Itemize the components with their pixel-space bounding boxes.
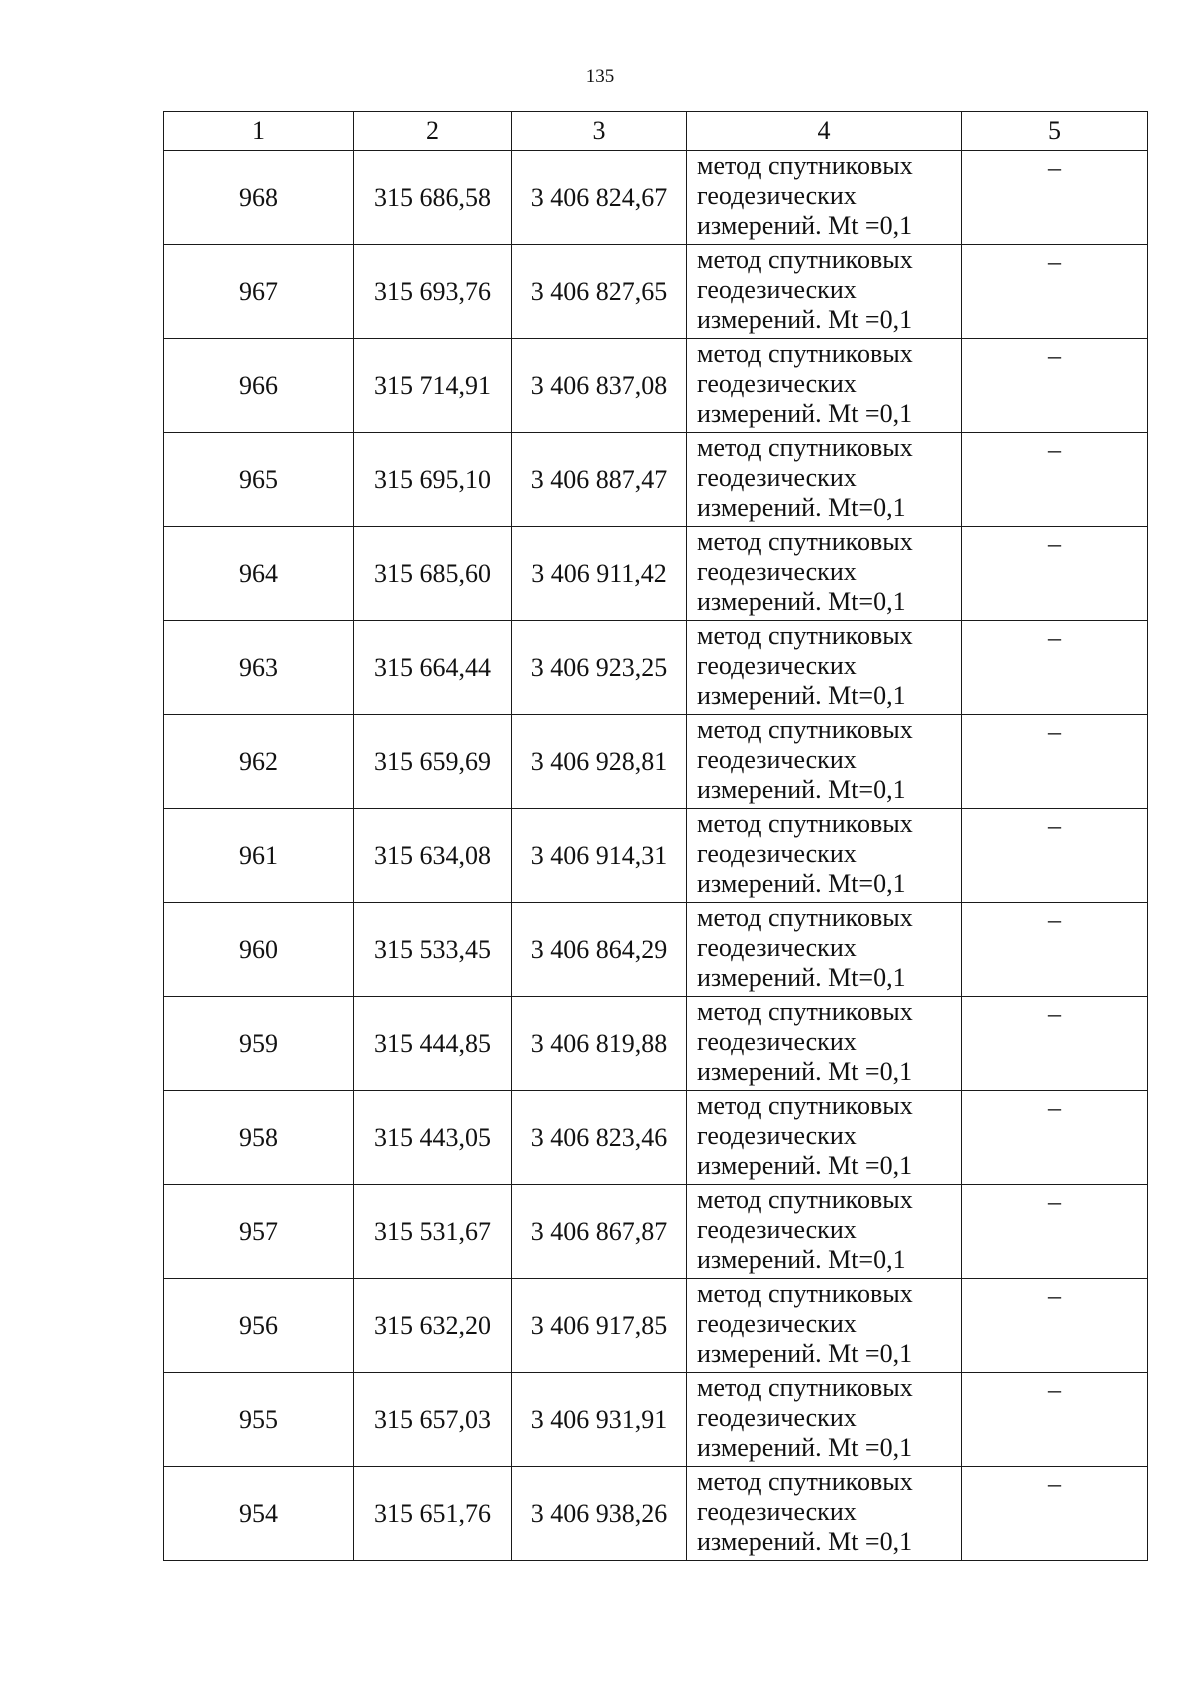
method-line-3: измерений. Mt=0,1 — [697, 1245, 906, 1274]
coordinate-y: 3 406 914,31 — [512, 809, 687, 903]
method-line-2: геодезических — [697, 1121, 857, 1150]
method-line-2: геодезических — [697, 557, 857, 586]
coordinate-y: 3 406 824,67 — [512, 151, 687, 245]
table-row — [164, 809, 1148, 903]
coordinate-x: 315 657,03 — [354, 1373, 512, 1467]
coordinate-x: 315 659,69 — [354, 715, 512, 809]
method-line-1: метод спутниковых — [697, 997, 913, 1026]
method-line-1: метод спутниковых — [697, 527, 913, 556]
coordinate-x: 315 533,45 — [354, 903, 512, 997]
header-col-2: 2 — [354, 112, 512, 151]
method-description — [687, 527, 962, 621]
coordinate-y: 3 406 823,46 — [512, 1091, 687, 1185]
coordinate-x: 315 685,60 — [354, 527, 512, 621]
method-line-3: измерений. Mt=0,1 — [697, 963, 906, 992]
table-row — [164, 997, 1148, 1091]
note-cell: – — [962, 339, 1148, 433]
note-cell: – — [962, 621, 1148, 715]
note-cell: – — [962, 1185, 1148, 1279]
note-cell: – — [962, 1373, 1148, 1467]
method-line-3: измерений. Mt =0,1 — [697, 211, 913, 240]
method-description — [687, 1467, 962, 1561]
method-line-2: геодезических — [697, 839, 857, 868]
method-line-3: измерений. Mt=0,1 — [697, 681, 906, 710]
coordinate-y: 3 406 864,29 — [512, 903, 687, 997]
method-description — [687, 1091, 962, 1185]
method-line-3: измерений. Mt =0,1 — [697, 399, 913, 428]
coordinate-x: 315 651,76 — [354, 1467, 512, 1561]
method-line-2: геодезических — [697, 1215, 857, 1244]
method-description — [687, 903, 962, 997]
note-cell: – — [962, 1467, 1148, 1561]
method-line-1: метод спутниковых — [697, 245, 913, 274]
coordinate-y: 3 406 827,65 — [512, 245, 687, 339]
note-cell: – — [962, 715, 1148, 809]
point-number: 964 — [164, 527, 354, 621]
coordinate-y: 3 406 819,88 — [512, 997, 687, 1091]
method-line-2: геодезических — [697, 1403, 857, 1432]
method-line-1: метод спутниковых — [697, 433, 913, 462]
header-row — [164, 112, 1148, 151]
header-col-5: 5 — [962, 112, 1148, 151]
method-line-1: метод спутниковых — [697, 809, 913, 838]
method-line-2: геодезических — [697, 181, 857, 210]
table-row — [164, 527, 1148, 621]
method-line-2: геодезических — [697, 463, 857, 492]
method-line-3: измерений. Mt=0,1 — [697, 869, 906, 898]
method-line-3: измерений. Mt =0,1 — [697, 1339, 913, 1368]
coordinate-y: 3 406 837,08 — [512, 339, 687, 433]
coordinate-y: 3 406 911,42 — [512, 527, 687, 621]
method-line-1: метод спутниковых — [697, 1279, 913, 1308]
method-line-3: измерений. Mt=0,1 — [697, 493, 906, 522]
method-line-3: измерений. Mt=0,1 — [697, 775, 906, 804]
point-number: 957 — [164, 1185, 354, 1279]
point-number: 960 — [164, 903, 354, 997]
coordinate-x: 315 664,44 — [354, 621, 512, 715]
method-line-1: метод спутниковых — [697, 339, 913, 368]
method-description — [687, 715, 962, 809]
note-cell: – — [962, 903, 1148, 997]
note-cell: – — [962, 527, 1148, 621]
header-col-3: 3 — [512, 112, 687, 151]
coordinate-x: 315 714,91 — [354, 339, 512, 433]
method-line-2: геодезических — [697, 1027, 857, 1056]
coordinate-y: 3 406 938,26 — [512, 1467, 687, 1561]
method-line-2: геодезических — [697, 933, 857, 962]
table-row — [164, 621, 1148, 715]
method-description — [687, 245, 962, 339]
note-cell: – — [962, 1091, 1148, 1185]
point-number: 956 — [164, 1279, 354, 1373]
method-line-3: измерений. Mt =0,1 — [697, 1527, 913, 1556]
method-description — [687, 151, 962, 245]
coordinate-y: 3 406 928,81 — [512, 715, 687, 809]
note-cell: – — [962, 245, 1148, 339]
method-line-2: геодезических — [697, 275, 857, 304]
coordinate-y: 3 406 917,85 — [512, 1279, 687, 1373]
method-line-3: измерений. Mt =0,1 — [697, 1151, 913, 1180]
table-row — [164, 339, 1148, 433]
point-number: 962 — [164, 715, 354, 809]
method-line-1: метод спутниковых — [697, 621, 913, 650]
method-line-1: метод спутниковых — [697, 1373, 913, 1402]
method-line-3: измерений. Mt =0,1 — [697, 1057, 913, 1086]
method-line-2: геодезических — [697, 369, 857, 398]
coordinate-y: 3 406 923,25 — [512, 621, 687, 715]
method-line-3: измерений. Mt =0,1 — [697, 305, 913, 334]
coordinate-x: 315 693,76 — [354, 245, 512, 339]
method-line-2: геодезических — [697, 745, 857, 774]
point-number: 967 — [164, 245, 354, 339]
point-number: 965 — [164, 433, 354, 527]
table-row — [164, 715, 1148, 809]
coordinate-y: 3 406 867,87 — [512, 1185, 687, 1279]
method-line-1: метод спутниковых — [697, 1091, 913, 1120]
point-number: 958 — [164, 1091, 354, 1185]
method-line-1: метод спутниковых — [697, 715, 913, 744]
table-row — [164, 433, 1148, 527]
method-line-1: метод спутниковых — [697, 151, 913, 180]
header-col-1: 1 — [164, 112, 354, 151]
coordinate-y: 3 406 931,91 — [512, 1373, 687, 1467]
coordinate-x: 315 695,10 — [354, 433, 512, 527]
coordinate-x: 315 443,05 — [354, 1091, 512, 1185]
method-line-1: метод спутниковых — [697, 903, 913, 932]
method-line-2: геодезических — [697, 651, 857, 680]
point-number: 954 — [164, 1467, 354, 1561]
method-line-3: измерений. Mt =0,1 — [697, 1433, 913, 1462]
method-description — [687, 809, 962, 903]
method-line-1: метод спутниковых — [697, 1185, 913, 1214]
coordinates-table — [163, 111, 1148, 1561]
method-description — [687, 339, 962, 433]
coordinate-x: 315 531,67 — [354, 1185, 512, 1279]
method-description — [687, 433, 962, 527]
note-cell: – — [962, 1279, 1148, 1373]
table-row — [164, 245, 1148, 339]
table-row — [164, 1185, 1148, 1279]
table-row — [164, 1467, 1148, 1561]
table-row — [164, 1279, 1148, 1373]
point-number: 955 — [164, 1373, 354, 1467]
method-description — [687, 997, 962, 1091]
point-number: 959 — [164, 997, 354, 1091]
point-number: 961 — [164, 809, 354, 903]
method-description — [687, 1279, 962, 1373]
method-line-2: геодезических — [697, 1309, 857, 1338]
coordinate-y: 3 406 887,47 — [512, 433, 687, 527]
point-number: 966 — [164, 339, 354, 433]
note-cell: – — [962, 809, 1148, 903]
method-description — [687, 1185, 962, 1279]
note-cell: – — [962, 433, 1148, 527]
table-row — [164, 1373, 1148, 1467]
point-number: 963 — [164, 621, 354, 715]
coordinate-x: 315 444,85 — [354, 997, 512, 1091]
table-body — [164, 151, 1148, 1561]
coordinate-x: 315 634,08 — [354, 809, 512, 903]
table-header — [164, 112, 1148, 151]
header-col-4: 4 — [687, 112, 962, 151]
table-row — [164, 1091, 1148, 1185]
note-cell: – — [962, 151, 1148, 245]
method-line-3: измерений. Mt=0,1 — [697, 587, 906, 616]
method-line-2: геодезических — [697, 1497, 857, 1526]
method-description — [687, 621, 962, 715]
table-row — [164, 903, 1148, 997]
coordinate-x: 315 686,58 — [354, 151, 512, 245]
method-line-1: метод спутниковых — [697, 1467, 913, 1496]
point-number: 968 — [164, 151, 354, 245]
page-number: 135 — [585, 66, 615, 87]
table-row — [164, 151, 1148, 245]
note-cell: – — [962, 997, 1148, 1091]
coordinate-x: 315 632,20 — [354, 1279, 512, 1373]
method-description — [687, 1373, 962, 1467]
